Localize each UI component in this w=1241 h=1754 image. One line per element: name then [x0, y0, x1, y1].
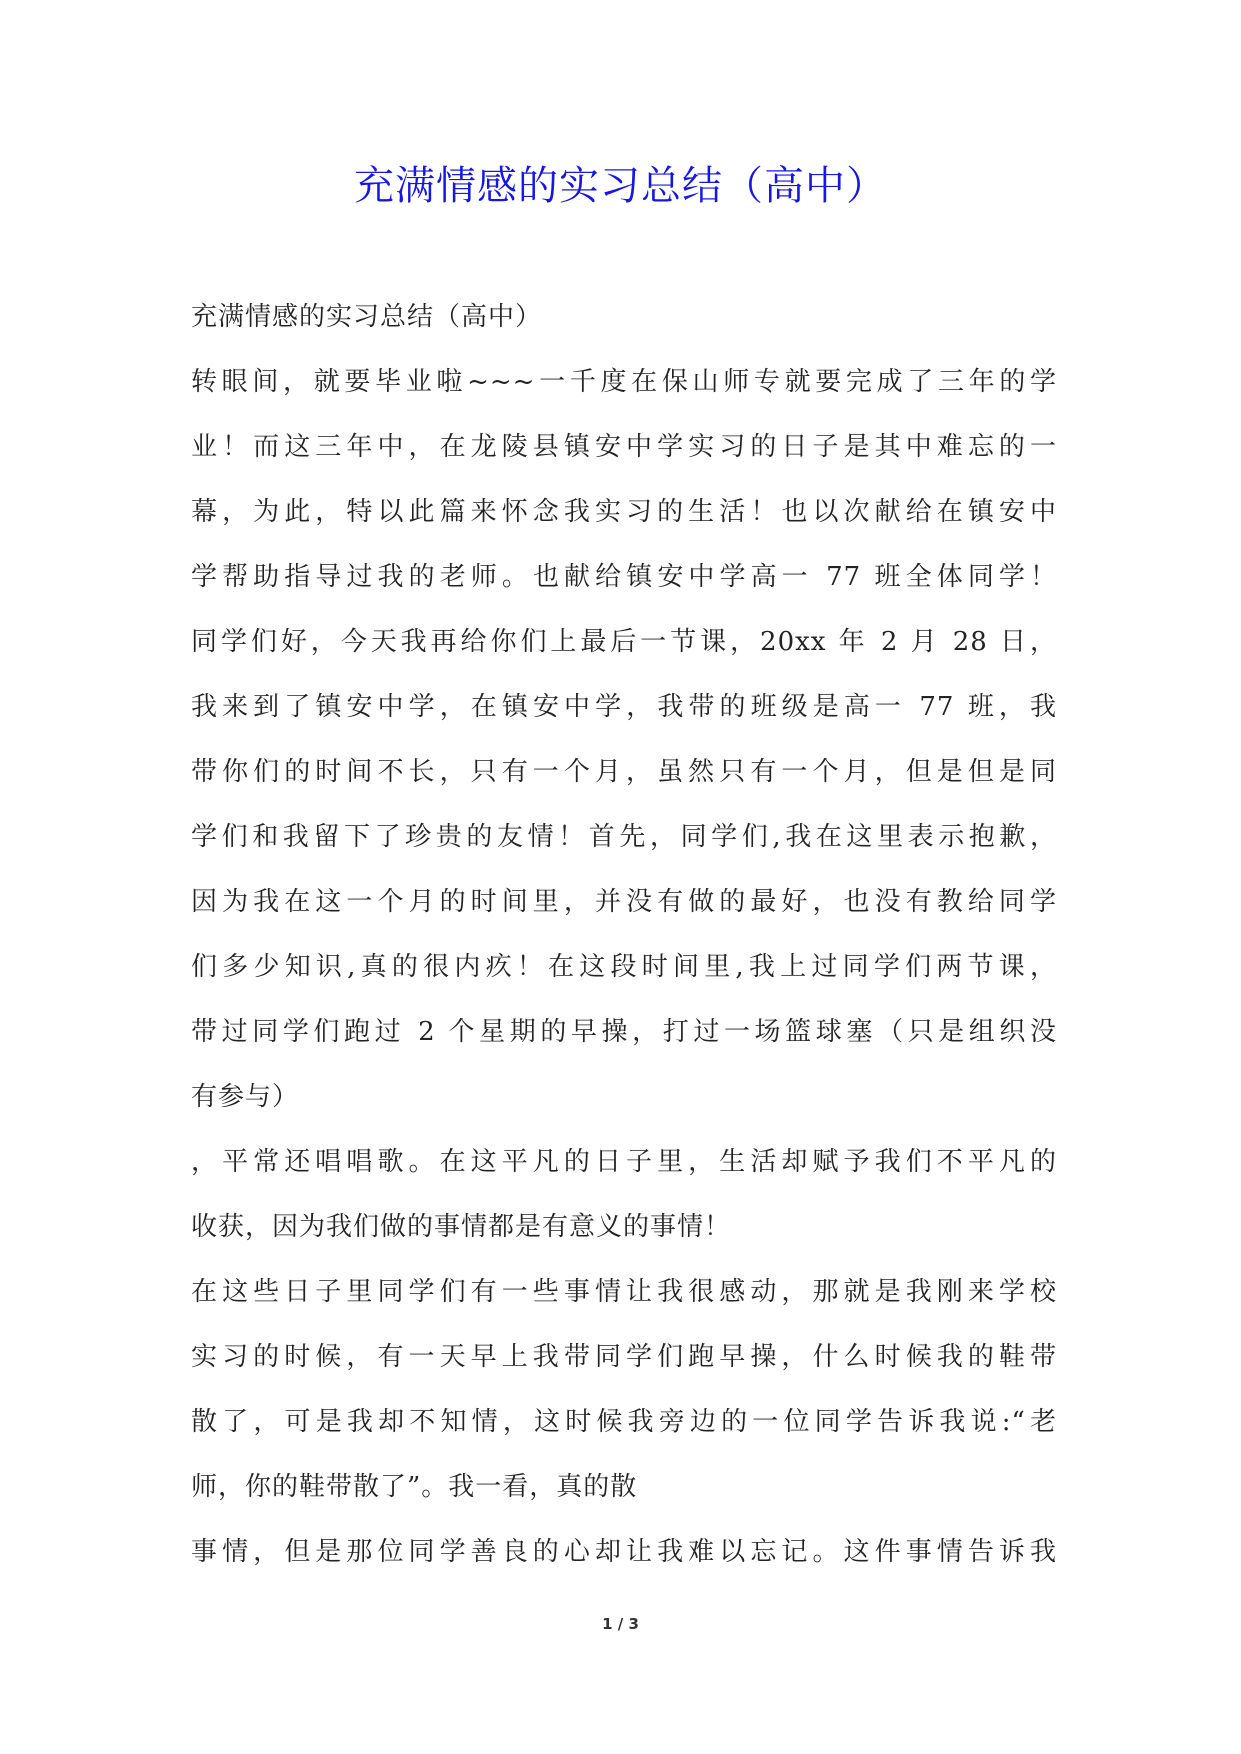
text-line: 散了，可是我却不知情，这时候我旁边的一位同学告诉我说:“老: [191, 1407, 1057, 1437]
text-line: 学帮助指导过我的老师。也献给镇安中学高一 77 班全体同学！: [191, 562, 1057, 592]
text-line: 带你们的时间不长，只有一个月，虽然只有一个月，但是但是同: [191, 757, 1057, 787]
text-line: 在这些日子里同学们有一些事情让我很感动，那就是我刚来学校: [191, 1277, 1057, 1307]
text-line: 收获，因为我们做的事情都是有意义的事情！: [191, 1212, 732, 1242]
text-line: 我来到了镇安中学，在镇安中学，我带的班级是高一 77 班，我: [191, 692, 1057, 722]
text-line: 幕，为此，特以此篇来怀念我实习的生活！也以次献给在镇安中: [191, 497, 1057, 527]
document-body: [191, 285, 1057, 1585]
text-line: 们多少知识,真的很内疚！在这段时间里,我上过同学们两节课，: [191, 952, 1057, 982]
document-title: 充满情感的实习总结（高中）: [354, 163, 887, 209]
text-line: 同学们好，今天我再给你们上最后一节课，20xx 年 2 月 28 日，: [191, 627, 1057, 657]
text-line: 师，你的鞋带散了”。我一看，真的散: [191, 1472, 638, 1502]
text-line: 事情，但是那位同学善良的心却让我难以忘记。这件事情告诉我: [191, 1537, 1057, 1567]
page-number: 1 / 3: [602, 1615, 639, 1633]
text-line: 有参与）: [191, 1082, 300, 1112]
text-line: 因为我在这一个月的时间里，并没有做的最好，也没有教给同学: [191, 887, 1057, 917]
text-line: 实习的时候，有一天早上我带同学们跑早操，什么时候我的鞋带: [191, 1342, 1057, 1372]
text-line: ，平常还唱唱歌。在这平凡的日子里，生活却赋予我们不平凡的: [191, 1147, 1057, 1177]
text-line: 转眼间，就要毕业啦~~~一千度在保山师专就要完成了三年的学: [191, 367, 1057, 397]
text-line: 学们和我留下了珍贵的友情！首先，同学们,我在这里表示抱歉，: [191, 822, 1057, 852]
body-heading-line: 充满情感的实习总结（高中）: [191, 302, 543, 332]
text-line: 业！而这三年中，在龙陵县镇安中学实习的日子是其中难忘的一: [191, 432, 1057, 462]
text-line: 带过同学们跑过 2 个星期的早操，打过一场篮球塞（只是组织没: [191, 1017, 1057, 1047]
